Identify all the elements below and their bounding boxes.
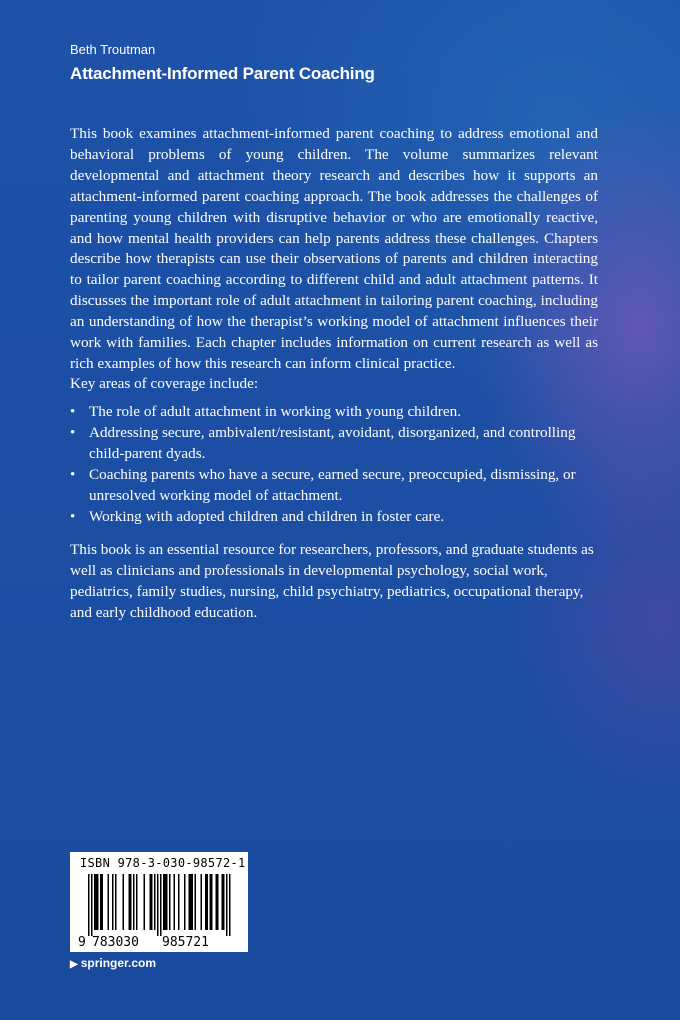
barcode-bar: [166, 874, 168, 930]
isbn-label: ISBN 978-3-030-98572-1: [80, 856, 246, 870]
barcode-bar: [96, 874, 98, 930]
barcode-bar: [91, 874, 93, 936]
barcode-bar: [178, 874, 180, 930]
description-paragraph: This book examines attachment-informed parent coaching to address emotional and behavioral problems of young children. The volume summarizes relevant developmental and attachment theory research and describes how it supports an attachment-informed parent coaching approach. The book addresses the challenges of parenting young children with disruptive behavior or who are emotionally reactive, and how mental health providers can help parents address these challenges. Chapters describe how therapists can use their observations of parents and children interacting to tailor parent coaching according to different child and adult attachment patterns. It discusses the important role of adult attachment in tailoring parent coaching, including an understanding of how the therapist’s working model of attachment influences their work with families. Each chapter includes information on current research as well as rich examples of how this research can inform clinical practice.: [70, 125, 598, 372]
barcode-bar: [184, 874, 186, 930]
closing-paragraph: This book is an essential resource for researchers, professors, and graduate students as well as clinicians and professionals in developmental psychology, social work, pediatrics, family studies, nursing, child psychiatry, pediatrics, occupational therapy, and early childhood education.: [70, 541, 594, 621]
barcode-bar: [100, 874, 102, 930]
book-title: Attachment-Informed Parent Coaching: [70, 64, 375, 83]
bullet-icon: •: [70, 423, 76, 441]
key-areas-list: [70, 402, 600, 527]
bullet-icon: •: [70, 507, 76, 525]
barcode-bar: [174, 874, 176, 930]
barcode-bar: [94, 874, 96, 930]
barcode-bar: [157, 874, 159, 936]
barcode-bar: [88, 874, 90, 936]
barcode-bar: [160, 874, 162, 936]
barcode-bar: [222, 874, 224, 930]
barcode-bar: [112, 874, 114, 930]
barcode-bar: [129, 874, 131, 930]
publisher-link[interactable]: [70, 956, 156, 970]
barcode-bar: [201, 874, 203, 930]
barcode-lead-digit: 9: [78, 935, 86, 950]
barcode-bar: [115, 874, 117, 930]
list-item: • The role of adult attachment in working with young children.: [70, 402, 600, 423]
barcode-bar: [210, 874, 212, 930]
barcode-bar: [216, 874, 218, 930]
isbn-barcode-box: [70, 852, 248, 952]
barcode-bar: [229, 874, 231, 936]
barcode-bar: [97, 874, 99, 930]
barcode-bar: [144, 874, 146, 930]
barcode-bar: [190, 874, 192, 930]
publisher-link-text: springer.com: [80, 956, 157, 970]
barcode-bar: [130, 874, 132, 930]
barcode-bar: [154, 874, 156, 930]
list-item: • Coaching parents who have a secure, earned secure, preoccupied, dismissing, or unresolved working model of attachment.: [70, 465, 576, 504]
barcode-bar: [226, 874, 228, 936]
barcode-bar: [205, 874, 207, 930]
barcode-bar: [169, 874, 171, 930]
barcode-bar: [136, 874, 138, 930]
barcode-bar: [211, 874, 213, 930]
key-areas-intro: Key areas of coverage include:: [70, 375, 259, 392]
barcode-bar: [223, 874, 225, 930]
barcode-bar: [189, 874, 191, 930]
barcode-bar: [163, 874, 165, 930]
barcode: [76, 872, 242, 950]
barcode-right-digits: 985721: [162, 935, 209, 950]
barcode-bar: [195, 874, 197, 930]
arrow-right-icon: ▶: [70, 959, 78, 970]
list-item: • Working with adopted children and children in foster care.: [70, 507, 600, 528]
barcode-bar: [133, 874, 135, 930]
barcode-bar: [165, 874, 167, 930]
barcode-bar: [150, 874, 152, 930]
author-name: Beth Troutman: [70, 42, 156, 57]
barcode-bar: [123, 874, 125, 930]
barcode-bar: [102, 874, 104, 930]
list-item: • Addressing secure, ambivalent/resistant, avoidant, disorganized, and controlling child-parent dyads.: [70, 423, 576, 462]
barcode-left-digits: 783030: [92, 935, 139, 950]
bullet-icon: •: [70, 465, 76, 483]
barcode-bar: [108, 874, 110, 930]
barcode-bar: [151, 874, 153, 930]
barcode-bar: [207, 874, 209, 930]
barcode-bar: [217, 874, 219, 930]
bullet-icon: •: [70, 403, 76, 420]
barcode-bar: [192, 874, 194, 930]
